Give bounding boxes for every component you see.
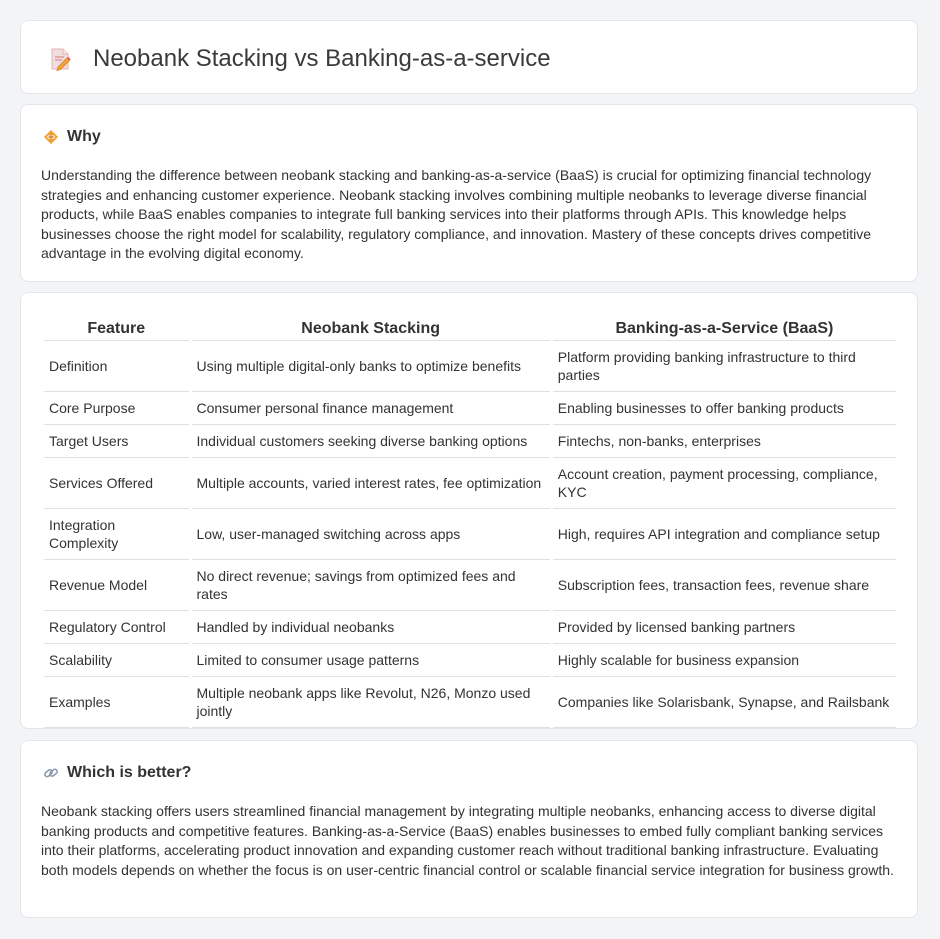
handshake-icon [43, 129, 59, 145]
better-title: Which is better? [67, 764, 192, 781]
better-body: Neobank stacking offers users streamlined financial management by integrating multiple neobanks, enhancing access to diverse digital banking products and competitive features. Banking-as-a-Service (BaaS) enables businesses to embed fully compliant banking services into their platforms, accelerating product innovation and expanding customer reach without traditional banking infrastructure. Evaluating both models depends on whether the focus is on user-centric financial control or scalable financial service integration for business growth. [41, 803, 894, 878]
row-baas: Highly scalable for business expansion [553, 644, 896, 677]
row-baas: Platform providing banking infrastructure to third parties [553, 341, 896, 392]
row-neobank: Individual customers seeking diverse banking options [192, 425, 550, 458]
table-row [44, 509, 896, 560]
row-baas: High, requires API integration and compliance setup [553, 509, 896, 560]
comparison-card [20, 292, 918, 729]
row-baas: Account creation, payment processing, compliance, KYC [553, 458, 896, 509]
which-better-card [20, 740, 918, 918]
table-row [44, 392, 896, 425]
row-neobank: No direct revenue; savings from optimized fees and rates [192, 560, 550, 611]
row-neobank: Using multiple digital-only banks to optimize benefits [192, 341, 550, 392]
link-icon [43, 765, 59, 781]
row-neobank: Low, user-managed switching across apps [192, 509, 550, 560]
row-baas: Companies like Solarisbank, Synapse, and Railsbank [553, 677, 896, 728]
why-card [20, 104, 918, 282]
row-feature: Services Offered [44, 458, 189, 509]
table-row [44, 341, 896, 392]
row-neobank: Multiple accounts, varied interest rates, fee optimization [192, 458, 550, 509]
table-row [44, 677, 896, 728]
page-title: Neobank Stacking vs Banking-as-a-service [93, 45, 551, 72]
row-feature: Regulatory Control [44, 611, 189, 644]
row-baas: Provided by licensed banking partners [553, 611, 896, 644]
row-feature: Core Purpose [44, 392, 189, 425]
better-header [43, 763, 191, 783]
document-edit-icon [47, 46, 73, 72]
table-row [44, 644, 896, 677]
row-feature: Definition [44, 341, 189, 392]
table-row [44, 611, 896, 644]
why-title: Why [67, 128, 101, 145]
row-feature: Integration Complexity [44, 509, 189, 560]
why-header [43, 127, 101, 147]
row-neobank: Handled by individual neobanks [192, 611, 550, 644]
why-body: Understanding the difference between neobank stacking and banking-as-a-service (BaaS) is crucial for optimizing financial technology strategies and enhancing customer experience. Neobank stacking involves combining multiple neobanks to leverage diverse financial products, while BaaS enables companies to integrate full banking services into their platforms through APIs. This knowledge helps businesses choose the right model for scalability, regulatory compliance, and innovation. Mastery of these concepts drives competitive advantage in the evolving digital economy. [41, 167, 872, 261]
row-baas: Enabling businesses to offer banking products [553, 392, 896, 425]
comparison-table [41, 313, 899, 728]
table-row [44, 425, 896, 458]
header-baas: Banking-as-a-Service (BaaS) [553, 313, 896, 341]
table-header-row [44, 313, 896, 341]
row-neobank: Multiple neobank apps like Revolut, N26, Monzo used jointly [192, 677, 550, 728]
row-feature: Target Users [44, 425, 189, 458]
table-row [44, 560, 896, 611]
header-feature: Feature [44, 313, 189, 341]
row-feature: Scalability [44, 644, 189, 677]
title-wrap [47, 45, 551, 73]
row-neobank: Consumer personal finance management [192, 392, 550, 425]
title-card [20, 20, 918, 94]
row-neobank: Limited to consumer usage patterns [192, 644, 550, 677]
row-feature: Revenue Model [44, 560, 189, 611]
row-baas: Fintechs, non-banks, enterprises [553, 425, 896, 458]
header-neobank-stacking: Neobank Stacking [192, 313, 550, 341]
row-baas: Subscription fees, transaction fees, revenue share [553, 560, 896, 611]
table-row [44, 458, 896, 509]
row-feature: Examples [44, 677, 189, 728]
